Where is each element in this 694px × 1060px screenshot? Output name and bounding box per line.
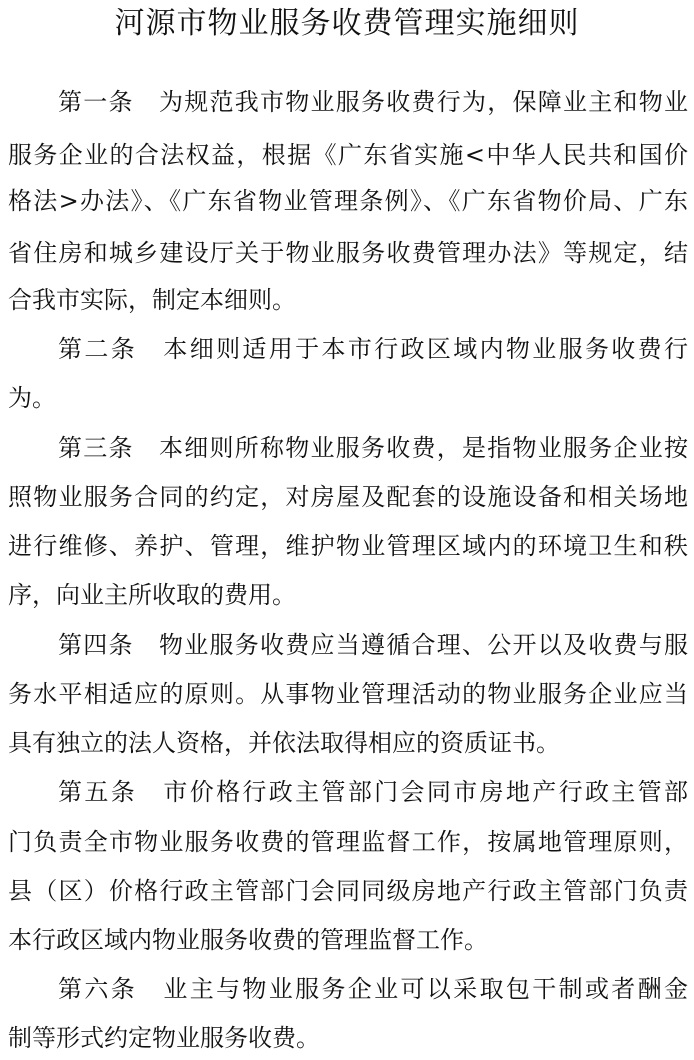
article-5-line-1: 第五条 市价格行政主管部门会同市房地产行政主管部	[58, 778, 688, 806]
article-6-line-1: 第六条 业主与物业服务企业可以采取包干制或者酬金	[58, 975, 688, 1003]
article-1-line-4: 省住房和城乡建设厅关于物业服务收费管理办法》等规定，结	[8, 239, 688, 267]
article-4-line-1: 第四条 物业服务收费应当遵循合理、公开以及收费与服	[58, 631, 688, 659]
article-3-line-2: 照物业服务合同的约定，对房屋及配套的设施设备和相关场地	[8, 483, 688, 511]
article-1-line-3: 格法>办法》、《广东省物业管理条例》、《广东省物价局、广东	[8, 187, 688, 215]
article-3-line-1: 第三条 本细则所称物业服务收费，是指物业服务企业按	[58, 434, 688, 462]
article-3-line-4: 序，向业主所收取的费用。	[8, 581, 296, 609]
article-3-line-3: 进行维修、养护、管理，维护物业管理区域内的环境卫生和秩	[8, 532, 688, 560]
article-2-line-2: 为。	[8, 384, 56, 412]
article-1-line-1: 第一条 为规范我市物业服务收费行为，保障业主和物业	[58, 88, 688, 116]
article-1-line-2: 服务企业的合法权益，根据《广东省实施<中华人民共和国价	[8, 141, 688, 169]
article-5-line-4: 本行政区域内物业服务收费的管理监督工作。	[8, 926, 488, 954]
article-6-line-2: 制等形式约定物业服务收费。	[8, 1024, 320, 1052]
article-5-line-3: 县（区）价格行政主管部门会同同级房地产行政主管部门负责	[8, 877, 688, 905]
article-4-line-2: 务水平相适应的原则。从事物业管理活动的物业服务企业应当	[8, 680, 688, 708]
article-2-line-1: 第二条 本细则适用于本市行政区域内物业服务收费行	[58, 335, 688, 363]
article-4-line-3: 具有独立的法人资格，并依法取得相应的资质证书。	[8, 729, 560, 757]
document-title: 河源市物业服务收费管理实施细则	[114, 6, 580, 41]
article-5-line-2: 门负责全市物业服务收费的管理监督工作，按属地管理原则，	[8, 828, 688, 856]
article-1-line-5: 合我市实际，制定本细则。	[8, 286, 296, 314]
